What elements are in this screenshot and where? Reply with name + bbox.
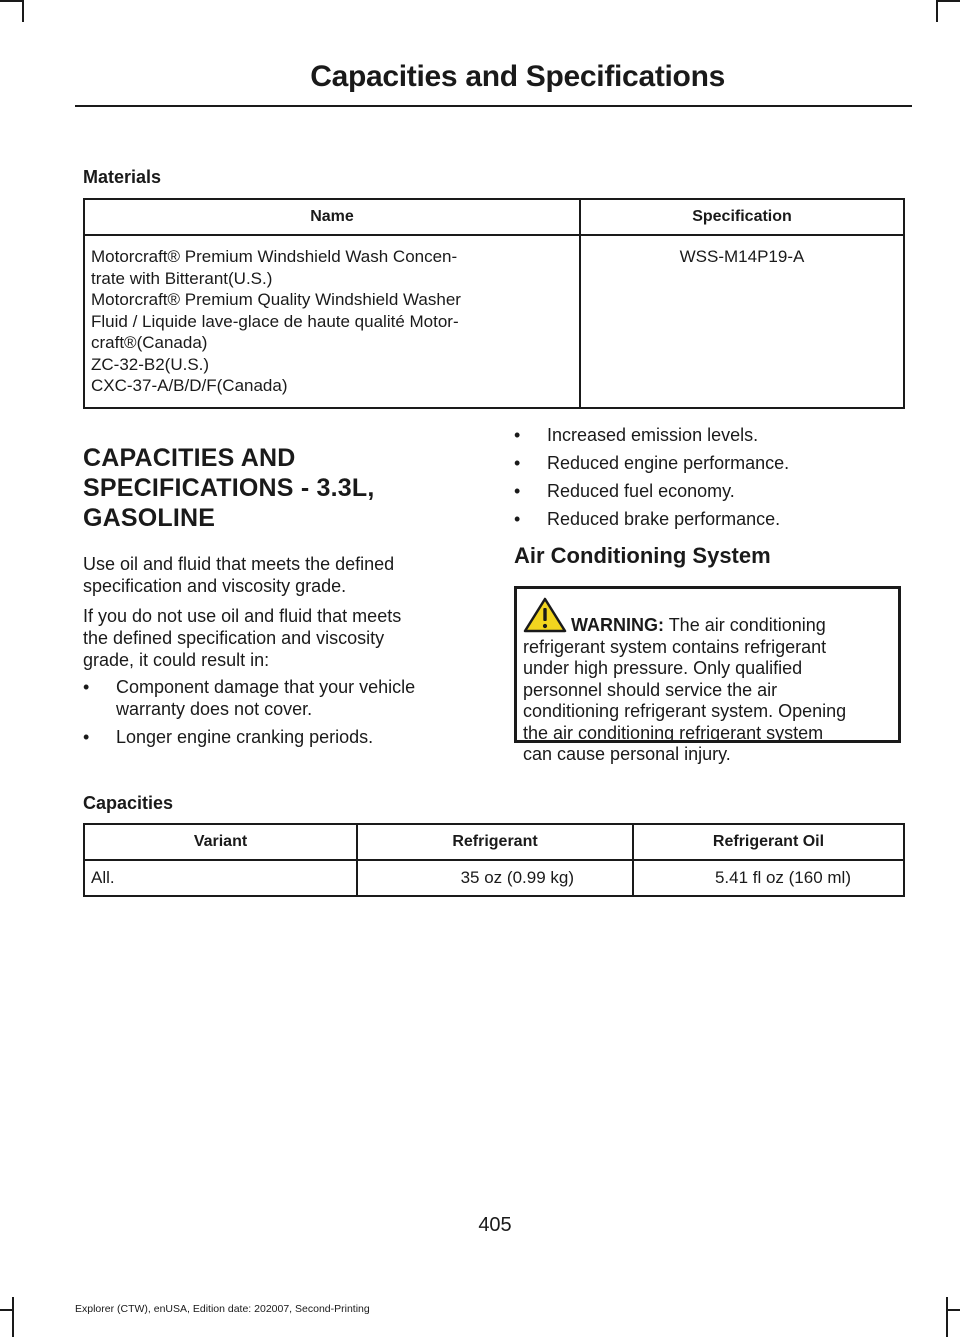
name-line: Motorcraft® Premium Quality Windshield Washer [91, 290, 461, 309]
section-heading-line: GASOLINE [83, 504, 216, 532]
warning-label: WARNING: [571, 615, 664, 635]
column-header-refrigerant-oil: Refrigerant Oil [633, 824, 904, 860]
crop-mark [948, 1309, 960, 1311]
warning-line: under high pressure. Only qualified [523, 658, 803, 678]
page-title: Capacities and Specifications [310, 60, 725, 93]
bullet: • [83, 727, 90, 747]
bullet: • [514, 481, 521, 501]
name-line: ZC-32-B2(U.S.) [91, 354, 210, 374]
capacities-table [83, 823, 905, 897]
column-header-name: Name [84, 199, 580, 235]
list-item [514, 508, 904, 530]
warning-line: refrigerant system contains refrigerant [523, 636, 827, 657]
refrigerant-oil-cell: 5.41 fl oz (160 ml) [633, 860, 904, 896]
list-item-text: Reduced fuel economy. [547, 481, 735, 501]
paragraph-line: specification and viscosity grade. [83, 576, 347, 596]
name-line: trate with Bitterant(U.S.) [91, 268, 273, 288]
crop-mark [0, 1309, 12, 1311]
list-item-line: Longer engine cranking periods. [116, 727, 374, 747]
crop-mark [936, 0, 938, 22]
warning-triangle-icon [523, 597, 567, 633]
warning-line: can cause personal injury. [523, 744, 731, 764]
name-line: craft®(Canada) [91, 333, 208, 352]
name-line: Fluid / Liquide lave-glace de haute qualité Motor- [91, 311, 459, 331]
column-header-variant: Variant [84, 824, 357, 860]
list-item-text: Reduced engine performance. [547, 453, 790, 473]
warning-line: conditioning refrigerant system. Opening [523, 701, 847, 721]
crop-mark [0, 0, 22, 2]
consequence-list-left [83, 676, 483, 748]
footer-edition: Explorer (CTW), enUSA, Edition date: 202007, Second-Printing [75, 1303, 370, 1315]
paragraph-defined-spec [83, 553, 394, 597]
list-item [83, 676, 483, 720]
materials-table [83, 198, 905, 409]
bullet: • [83, 677, 90, 697]
column-header-specification: Specification [580, 199, 904, 235]
list-item-line: warranty does not cover. [116, 699, 313, 719]
crop-mark [12, 1297, 14, 1337]
section-heading-line: SPECIFICATIONS - 3.3L, [83, 474, 375, 502]
warning-line: personnel should service the air [523, 679, 778, 700]
bullet: • [514, 453, 521, 473]
title-rule [75, 105, 912, 107]
bullet: • [514, 509, 521, 529]
crop-mark [946, 1297, 948, 1337]
materials-heading: Materials [83, 167, 162, 187]
crop-mark [938, 0, 960, 2]
name-line: CXC-37-A/B/D/F(Canada) [91, 376, 288, 395]
warning-box [514, 586, 901, 764]
column-header-refrigerant: Refrigerant [357, 824, 633, 860]
ac-heading: Air Conditioning System [514, 543, 771, 568]
warning-line-text: The air conditioning [668, 615, 826, 635]
crop-mark [22, 0, 24, 22]
section-heading-line: CAPACITIES AND [83, 444, 296, 472]
list-item-text: Reduced brake performance. [547, 509, 781, 529]
paragraph-line: the defined specification and viscosity [83, 628, 385, 648]
table-row [84, 235, 904, 408]
list-item [514, 424, 904, 446]
section-heading [83, 443, 463, 533]
warning-line: the air conditioning refrigerant system [523, 722, 824, 743]
variant-cell: All. [84, 860, 357, 896]
bullet: • [514, 425, 521, 445]
list-item-line: Component damage that your vehicle [116, 677, 416, 697]
materials-name-cell [84, 235, 580, 408]
materials-spec-cell: WSS-M14P19-A [580, 235, 904, 408]
list-item [83, 726, 483, 748]
warning-line [523, 597, 898, 637]
paragraph-line: Use oil and fluid that meets the defined [83, 554, 395, 574]
list-item [514, 480, 904, 502]
paragraph-consequences [83, 605, 401, 671]
paragraph-line: grade, it could result in: [83, 650, 270, 670]
table-header-row [84, 199, 904, 235]
capacities-heading: Capacities [83, 793, 174, 813]
table-header-row [84, 824, 904, 860]
page-number: 405 [478, 1214, 512, 1236]
refrigerant-cell: 35 oz (0.99 kg) [357, 860, 633, 896]
name-line: Motorcraft® Premium Windshield Wash Concen- [91, 247, 458, 266]
table-row [84, 860, 904, 896]
consequence-list-right [514, 424, 904, 530]
paragraph-line: If you do not use oil and fluid that meets [83, 606, 402, 626]
list-item [514, 452, 904, 474]
list-item-text: Increased emission levels. [547, 425, 759, 445]
warning-text [523, 597, 898, 766]
